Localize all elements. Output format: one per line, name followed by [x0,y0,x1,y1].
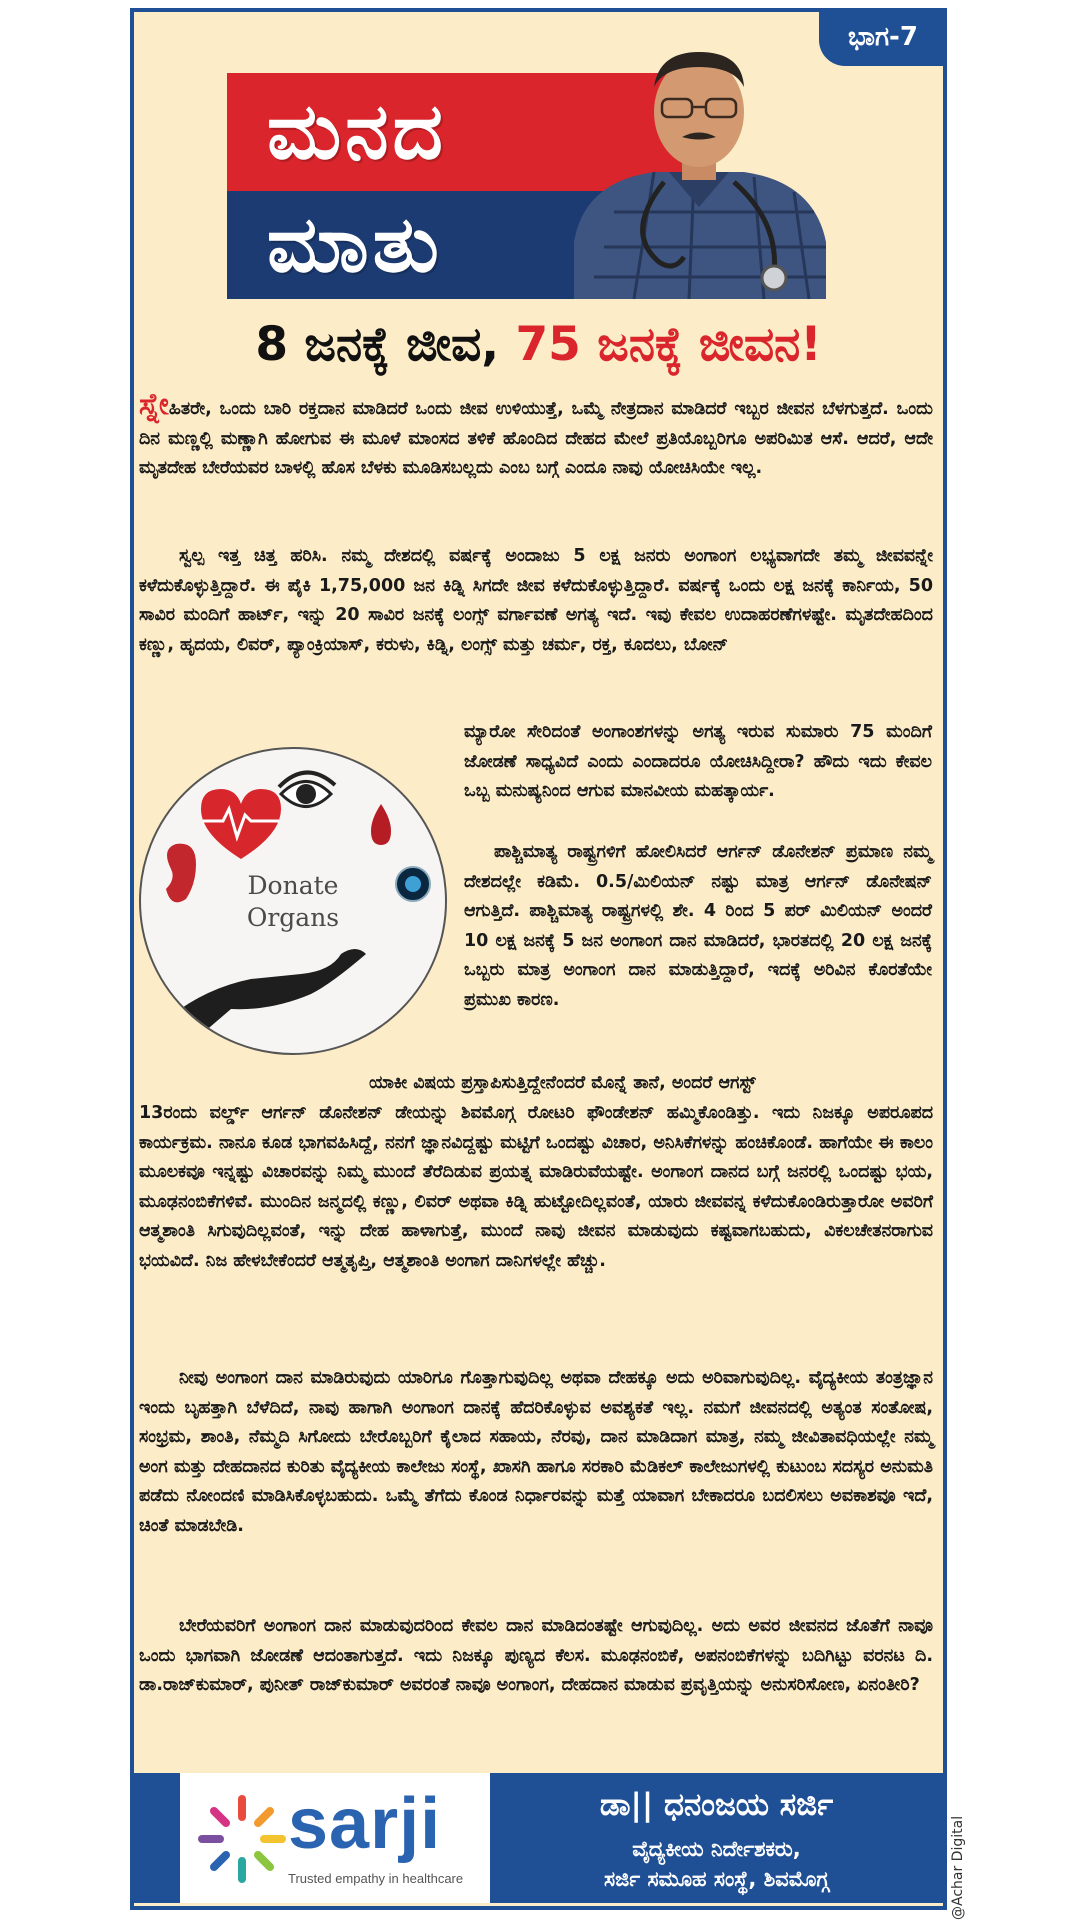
author-name: ಡಾ|| ಧನಂಜಯ ಸರ್ಜಿ [599,1787,834,1823]
sarji-wordmark: sarji [288,1784,442,1864]
paragraph-1 [139,387,933,484]
author-title: ವೈದ್ಯಕೀಯ ನಿರ್ದೇಶಕರು, [632,1837,801,1861]
image-credit: @Achar Digital [950,1815,966,1920]
author-byline [490,1773,943,1903]
headline-part2: 75 ಜನಕ್ಕೆ ಜೀವನ! [515,317,822,372]
illustration-label-1: Donate [247,871,339,900]
paragraph-4b: 13ರಂದು ವರ್ಲ್ಡ್ ಆರ್ಗನ್ ಡೊನೇಶನ್ ಡೇಯನ್ನು ಶಿವಮೊಗ್ಗ ರೋಟರಿ ಫೌಂಡೇಶನ್ ಹಮ್ಮಿಕೊಂಡಿತ್ತು. ಇದು ನಿಜಕ್ಕೂ ಅಪರೂಪದ ಕಾರ್ಯಕ್ರಮ. ನಾನೂ ಕೂಡ ಭಾಗವಹಿಸಿದ್ದೆ, ನನಗೆ ಜ್ಞಾನವಿದ್ದಷ್ಟು ಮಟ್ಟಿಗೆ ಒಂದಷ್ಟು ವಿಚಾರ, ಅನಿಸಿಕೆಗಳನ್ನು ಹಂಚಿಕೊಂಡೆ. ಹಾಗೆಯೇ ಈ ಕಾಲಂ ಮೂಲಕವೂ ಇನ್ನಷ್ಟು ವಿಚಾರವನ್ನು ನಿಮ್ಮ ಮುಂದೆ ತೆರೆದಿಡುವ ಪ್ರಯತ್ನ ಮಾಡಿರುವೆಯಷ್ಟೇ. ಅಂಗಾಂಗ ದಾನದ ಬಗ್ಗೆ ಜನರಲ್ಲಿ ಒಂದಷ್ಟು ಭಯ, ಮೂಢನಂಬಿಕೆಗಳಿವೆ. ಮುಂದಿನ ಜನ್ಮದಲ್ಲಿ ಕಣ್ಣು, ಲಿವರ್ ಅಥವಾ ಕಿಡ್ನಿ ಹುಟ್ಟೋದಿಲ್ಲವಂತೆ, ಯಾರು ಜೀವವನ್ನ ಕಳೆದುಕೊಂಡಿರುತ್ತಾರೋ ಅವರಿಗೆ ಆತ್ಮಶಾಂತಿ ಸಿಗುವುದಿಲ್ಲವಂತೆ, ಇನ್ನು ದೇಹ ಹಾಳಾಗುತ್ತೆ, ಮುಂದೆ ನಾವು ಜೀವನ ಮಾಡುವುದು ಕಷ್ಟವಾಗಬಹುದು, ವಿಕಲಚೇತನರಾಗುವ ಭಯವಿದೆ. ನಿಜ ಹೇಳಬೇಕೆಂದರೆ ಆತ್ಮತೃಪ್ತಿ, ಆತ್ಮಶಾಂತಿ ಅಂಗಾಗ ದಾನಿಗಳಲ್ಲೇ ಹೆಚ್ಚು. [139,1103,933,1271]
masthead-line1: ಮನದ [267,86,447,177]
paragraph-4a: ಯಾಕೀ ವಿಷಯ ಪ್ರಸ್ತಾಪಿಸುತ್ತಿದ್ದೇನೆಂದರೆ ಮೊನ್ನೆ ತಾನೆ, ಅಂದರೆ ಆಗಸ್ಟ್ [369,1073,756,1093]
blood-drop-icon [371,804,391,845]
paragraph-3: ಪಾಶ್ಚಿಮಾತ್ಯ ರಾಷ್ಟ್ರಗಳಿಗೆ ಹೋಲಿಸಿದರೆ ಆರ್ಗನ್ ಡೊನೇಶನ್ ಪ್ರಮಾಣ ನಮ್ಮ ದೇಶದಲ್ಲೇ ಕಡಿಮೆ. 0.5/ಮಿಲಿಯನ್ ನಷ್ಟು ಮಾತ್ರ ಆರ್ಗನ್ ಡೊನೇಷನ್ ಆಗುತ್ತಿದೆ. ಪಾಶ್ಚಿಮಾತ್ಯ ರಾಷ್ಟ್ರಗಳಲ್ಲಿ ಶೇ. 4 ರಿಂದ 5 ಪರ್ ಮಿಲಿಯನ್ ಅಂದರೆ 10 ಲಕ್ಷ ಜನಕ್ಕೆ 5 ಜನ ಅಂಗಾಂಗ ದಾನ ಮಾಡಿದರೆ, ಭಾರತದಲ್ಲಿ 20 ಲಕ್ಷ ಜನಕ್ಕೆ ಒಬ್ಬರು ಮಾತ್ರ ಅಂಗಾಂಗ ದಾನ ಮಾಡುತ್ತಿದ್ದಾರೆ, ಇದಕ್ಕೆ ಅರಿವಿನ ಕೊರತೆಯೇ ಪ್ರಮುಖ ಕಾರಣ. [464,842,932,1010]
dropcap: ಸ್ನೇ [139,387,169,422]
paragraph-6: ಬೇರೆಯವರಿಗೆ ಅಂಗಾಂಗ ದಾನ ಮಾಡುವುದರಿಂದ ಕೇವಲ ದಾನ ಮಾಡಿದಂತಷ್ಟೇ ಆಗುವುದಿಲ್ಲ. ಅದು ಅವರ ಜೀವನದ ಜೊತೆಗೆ ನಾವೂ ಒಂದು ಭಾಗವಾಗಿ ಜೋಡಣೆ ಆದಂತಾಗುತ್ತದೆ. ಇದು ನಿಜಕ್ಕೂ ಪುಣ್ಯದ ಕೆಲಸ. ಮೂಢನಂಬಿಕೆ, ಅಪನಂಬಿಕೆಗಳನ್ನು ಬದಿಗಿಟ್ಟು ವರನಟ ದಿ. ಡಾ.ರಾಜ್‌ಕುಮಾರ್, ಪುನೀತ್ ರಾಜ್‌ಕುಮಾರ್ ಅವರಂತೆ ನಾವೂ ಅಂಗಾಂಗ, ದೇಹದಾನ ಮಾಡುವ ಪ್ರವೃತ್ತಿಯನ್ನು ಅನುಸರಿಸೋಣ, ಏನಂತೀರಿ? [139,1616,933,1695]
headline-part1: 8 ಜನಕ್ಕೆ ಜೀವ, [255,317,500,372]
sarji-burst-logo-icon [192,1789,292,1889]
organs-graphic [141,749,445,1053]
open-hand-icon [161,949,366,1039]
paragraph-1-text: ಹಿತರೇ, ಒಂದು ಬಾರಿ ರಕ್ತದಾನ ಮಾಡಿದರೆ ಒಂದು ಜೀವ ಉಳಿಯುತ್ತೆ, ಒಮ್ಮೆ ನೇತ್ರದಾನ ಮಾಡಿದರೆ ಇಬ್ಬರ ಜೀವನ ಬೆಳಗುತ್ತದೆ. ಒಂದು ದಿನ ಮಣ್ಣಲ್ಲಿ ಮಣ್ಣಾಗಿ ಹೋಗುವ ಈ ಮೂಳೆ ಮಾಂಸದ ತಳಿಕೆ ಹೊಂದಿದ ದೇಹದ ಮೇಲೆ ಪ್ರತಿಯೊಬ್ಬರಿಗೂ ಅಪರಿಮಿತ ಆಸೆ. ಆದರೆ, ಆದೇ ಮೃತದೇಹ ಬೇರೆಯವರ ಬಾಳಲ್ಲಿ ಹೊಸ ಬೆಳಕು ಮೂಡಿಸಬಲ್ಲದು ಎಂಬ ಬಗ್ಗೆ ಎಂದೂ ನಾವು ಯೋಚಿಸಿಯೇ ಇಲ್ಲ. [139,399,933,478]
author-portrait-graphic [564,32,834,299]
sarji-tagline: Trusted empathy in healthcare [288,1871,464,1886]
paragraph-5: ನೀವು ಅಂಗಾಂಗ ದಾನ ಮಾಡಿರುವುದು ಯಾರಿಗೂ ಗೊತ್ತಾಗುವುದಿಲ್ಲ ಅಥವಾ ದೇಹಕ್ಕೂ ಅದು ಅರಿವಾಗುವುದಿಲ್ಲ. ವೈದ್ಯಕೀಯ ತಂತ್ರಜ್ಞಾನ ಇಂದು ಬೃಹತ್ತಾಗಿ ಬೆಳೆದಿದೆ, ನಾವು ಹಾಗಾಗಿ ಅಂಗಾಂಗ ದಾನಕ್ಕೆ ಹೆದರಿಕೊಳ್ಳುವ ಅವಶ್ಯಕತೆ ಇಲ್ಲ. ನಮಗೆ ಜೀವನದಲ್ಲಿ ಅತ್ಯಂತ ಸಂತೋಷ, ಸಂಭ್ರಮ, ಶಾಂತಿ, ನೆಮ್ಮದಿ ಸಿಗೋದು ಬೇರೊಬ್ಬರಿಗೆ ಕೈಲಾದ ಸಹಾಯ, ನೆರವು, ದಾನ ಮಾಡಿದಾಗ ಮಾತ್ರ, ನಮ್ಮ ಜೀವಿತಾವಧಿಯಲ್ಲೇ ನಮ್ಮ ಅಂಗ ಮತ್ತು ದೇಹದಾನದ ಕುರಿತು ವೈದ್ಯಕೀಯ ಕಾಲೇಜು ಸಂಸ್ಥೆ, ಖಾಸಗಿ ಹಾಗೂ ಸರಕಾರಿ ಮೆಡಿಕಲ್ ಕಾಲೇಜುಗಳಲ್ಲಿ ಕುಟುಂಬ ಸದಸ್ಯರ ಅನುಮತಿ ಪಡೆದು ನೋಂದಣಿ ಮಾಡಿಸಿಕೊಳ್ಳಬಹುದು. ಒಮ್ಮೆ ತೆಗೆದು ಕೊಂಡ ನಿರ್ಧಾರವನ್ನು ಮತ್ತೆ ಯಾವಾಗ ಬೇಕಾದರೂ ಬದಲಿಸಲು ಅವಕಾಶವೂ ಇದೆ, ಚಿಂತೆ ಮಾಡಬೇಡಿ. [139,1368,933,1536]
author-photo [564,32,834,299]
paragraph-2a: ಸ್ವಲ್ಪ ಇತ್ತ ಚಿತ್ತ ಹರಿಸಿ. ನಮ್ಮ ದೇಶದಲ್ಲಿ ವರ್ಷಕ್ಕೆ ಅಂದಾಜು 5 ಲಕ್ಷ ಜನರು ಅಂಗಾಂಗ ಲಭ್ಯವಾಗದೇ ತಮ್ಮ ಜೀವವನ್ನೇ ಕಳೆದುಕೊಳ್ಳುತ್ತಿದ್ದಾರೆ. ಈ ಪೈಕಿ 1,75,000 ಜನ ಕಿಡ್ನಿ ಸಿಗದೇ ಜೀವ ಕಳೆದುಕೊಳ್ಳುತ್ತಿದ್ದಾರೆ. ವರ್ಷಕ್ಕೆ ಒಂದು ಲಕ್ಷ ಜನಕ್ಕೆ ಕಾರ್ನಿಯ, 50 ಸಾವಿರ ಮಂದಿಗೆ ಹಾರ್ಟ್, ಇನ್ನು 20 ಸಾವಿರ ಜನಕ್ಕೆ ಲಂಗ್ಸ್ ವರ್ಗಾವಣೆ ಅಗತ್ಯ ಇದೆ. ಇವು ಕೇವಲ ಉದಾಹರಣೆಗಳಷ್ಟೇ. ಮೃತದೇಹದಿಂದ ಕಣ್ಣು, ಹೃದಯ, ಲಿವರ್, ಪ್ಯಾಂಕ್ರಿಯಾಸ್, ಕರುಳು, ಕಿಡ್ನಿ, ಲಂಗ್ಸ್ ಮತ್ತು ಚರ್ಮ, ರಕ್ತ, ಕೂದಲು, ಬೋನ್ [139,546,933,655]
paragraph-2b: ಮ್ಯಾರೋ ಸೇರಿದಂತೆ ಅಂಗಾಂಶಗಳನ್ನು ಅಗತ್ಯ ಇರುವ ಸುಮಾರು 75 ಮಂದಿಗೆ ಜೋಡಣೆ ಸಾಧ್ಯವಿದೆ ಎಂದು ಎಂದಾದರೂ ಯೋಚಿಸಿದ್ದೀರಾ? ಹೌದು ಇದು ಕೇವಲ ಒಬ್ಬ ಮನುಷ್ಯನಿಂದ ಆಗುವ ಮಾನವೀಯ ಮಹತ್ಕಾರ್ಯ. [464,722,932,801]
masthead-line2: ಮಾತು [267,199,443,290]
donate-organs-illustration [139,747,447,1055]
illustration-label-2: Organs [246,903,340,932]
footer-accent-strip [134,1773,180,1903]
headline [134,317,943,373]
author-organization: ಸರ್ಜಿ ಸಮೂಹ ಸಂಸ್ಥೆ, ಶಿವಮೊಗ್ಗ [604,1867,829,1891]
part-number-badge: ಭಾಗ-7 [819,8,947,66]
sarji-logo [180,1773,490,1903]
newspaper-column [130,8,947,1910]
